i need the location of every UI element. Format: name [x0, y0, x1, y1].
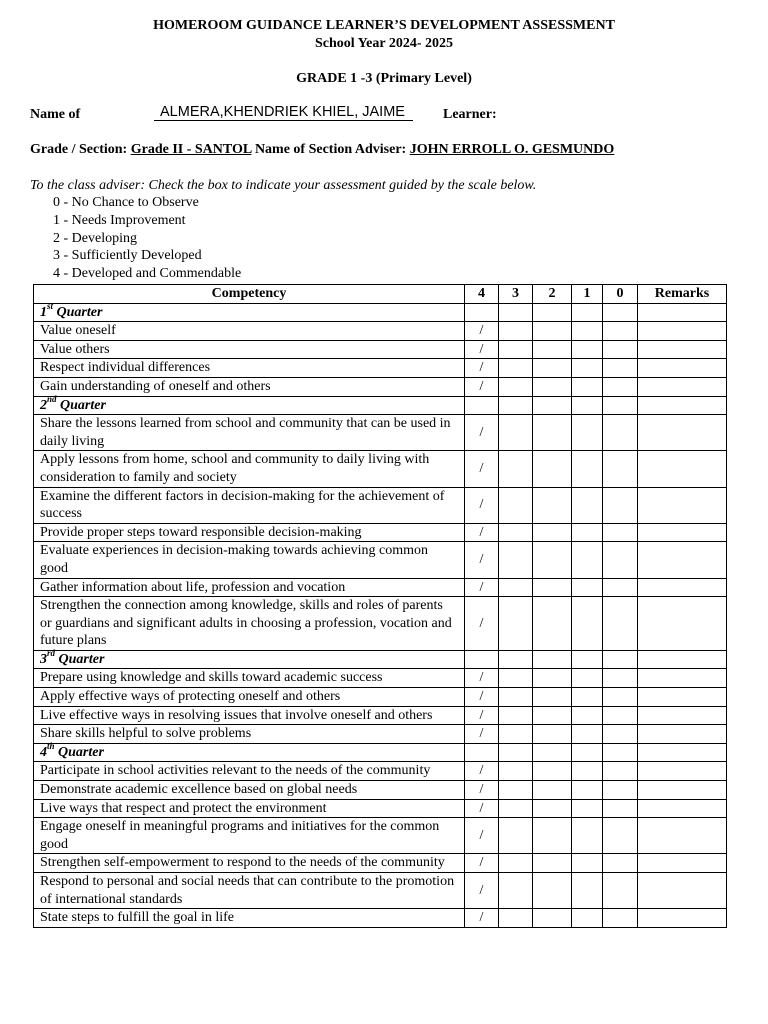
competency-text: Respect individual differences — [34, 359, 465, 378]
rating-2-check[interactable] — [533, 909, 572, 928]
header-competency: Competency — [34, 285, 465, 304]
rating-3-check[interactable] — [499, 415, 533, 451]
rating-2-check[interactable] — [533, 799, 572, 818]
table-row — [34, 451, 727, 487]
rating-0-check[interactable] — [603, 451, 638, 487]
competency-text: Gain understanding of oneself and others — [34, 377, 465, 396]
table-row — [34, 377, 727, 396]
quarter-suffix: st — [47, 300, 54, 311]
remarks-cell — [638, 743, 727, 762]
rating-scale — [53, 194, 241, 283]
table-row — [34, 762, 727, 781]
competency-text: Apply lessons from home, school and community to daily living with consideration to family and society — [34, 451, 465, 487]
rating-0-check[interactable] — [603, 854, 638, 873]
quarter-number: 3 — [40, 651, 47, 667]
table-row — [34, 873, 727, 909]
competency-text: Value oneself — [34, 322, 465, 341]
rating-2-check[interactable] — [533, 340, 572, 359]
scale-item: 4 - Developed and Commendable — [53, 266, 242, 282]
rating-3-check — [499, 396, 533, 415]
rating-1-check[interactable] — [572, 688, 603, 707]
quarter-header-row — [34, 743, 727, 762]
table-row — [34, 688, 727, 707]
learner-name-field[interactable] — [154, 104, 413, 121]
rating-1-check[interactable] — [572, 542, 603, 578]
rating-2-check[interactable] — [533, 725, 572, 744]
competency-text: Examine the different factors in decision-making for the achievement of success — [34, 487, 465, 523]
rating-4-check[interactable]: / — [465, 340, 499, 359]
rating-3-check[interactable] — [499, 340, 533, 359]
remarks-cell[interactable] — [638, 340, 727, 359]
rating-1-check[interactable] — [572, 597, 603, 651]
rating-1-check[interactable] — [572, 799, 603, 818]
quarter-number: 1 — [40, 304, 47, 320]
remarks-cell[interactable] — [638, 322, 727, 341]
rating-4-check — [465, 396, 499, 415]
remarks-cell[interactable] — [638, 487, 727, 523]
rating-4-check[interactable]: / — [465, 597, 499, 651]
rating-0-check[interactable] — [603, 706, 638, 725]
rating-3-check — [499, 743, 533, 762]
rating-2-check[interactable] — [533, 487, 572, 523]
rating-4-check[interactable]: / — [465, 781, 499, 800]
instructions: To the class adviser: Check the box to indicate your assessment guided by the scale below. — [30, 178, 537, 193]
adviser-value: JOHN ERROLL O. GESMUNDO — [409, 142, 615, 157]
quarter-header-row — [34, 303, 727, 322]
rating-3-check[interactable] — [499, 909, 533, 928]
rating-2-check[interactable] — [533, 542, 572, 578]
rating-3-check[interactable] — [499, 523, 533, 542]
competency-text: Strengthen the connection among knowledge, skills and roles of parents or guardians and significant adults in choosing a profession, vocation and future plans — [34, 597, 465, 651]
rating-3-check[interactable] — [499, 706, 533, 725]
header-remarks: Remarks — [638, 285, 727, 304]
table-row — [34, 340, 727, 359]
rating-2-check[interactable] — [533, 451, 572, 487]
rating-1-check[interactable] — [572, 578, 603, 597]
rating-0-check[interactable] — [603, 578, 638, 597]
rating-0-check — [603, 396, 638, 415]
rating-4-check[interactable]: / — [465, 799, 499, 818]
quarter-number: 4 — [40, 744, 47, 760]
grade-section-row — [30, 141, 614, 158]
remarks-cell[interactable] — [638, 762, 727, 781]
rating-3-check[interactable] — [499, 688, 533, 707]
competency-text: Gather information about life, profession and vocation — [34, 578, 465, 597]
rating-0-check[interactable] — [603, 597, 638, 651]
remarks-cell[interactable] — [638, 669, 727, 688]
remarks-cell[interactable] — [638, 818, 727, 854]
remarks-cell[interactable] — [638, 597, 727, 651]
competency-text: Live ways that respect and protect the environment — [34, 799, 465, 818]
header-0: 0 — [603, 285, 638, 304]
rating-3-check[interactable] — [499, 322, 533, 341]
quarter-word: Quarter — [53, 304, 103, 320]
rating-0-check[interactable] — [603, 415, 638, 451]
rating-3-check[interactable] — [499, 873, 533, 909]
rating-0-check[interactable] — [603, 818, 638, 854]
rating-3-check[interactable] — [499, 487, 533, 523]
rating-3-check[interactable] — [499, 451, 533, 487]
remarks-cell[interactable] — [638, 909, 727, 928]
competency-text: Live effective ways in resolving issues that involve oneself and others — [34, 706, 465, 725]
rating-0-check[interactable] — [603, 669, 638, 688]
quarter-header-row — [34, 396, 727, 415]
table-row — [34, 415, 727, 451]
rating-0-check[interactable] — [603, 799, 638, 818]
scale-item: 3 - Sufficiently Developed — [53, 248, 202, 264]
rating-4-check[interactable]: / — [465, 873, 499, 909]
table-row — [34, 597, 727, 651]
competency-text: Value others — [34, 340, 465, 359]
table-row — [34, 487, 727, 523]
rating-2-check[interactable] — [533, 854, 572, 873]
quarter-word: Quarter — [56, 397, 106, 413]
remarks-cell — [638, 396, 727, 415]
rating-4-check[interactable]: / — [465, 725, 499, 744]
table-row — [34, 523, 727, 542]
rating-0-check — [603, 650, 638, 669]
scale-item: 2 - Developing — [53, 230, 137, 246]
rating-0-check[interactable] — [603, 873, 638, 909]
rating-3-check[interactable] — [499, 799, 533, 818]
rating-1-check[interactable] — [572, 451, 603, 487]
remarks-cell[interactable] — [638, 578, 727, 597]
rating-1-check — [572, 650, 603, 669]
quarter-label — [34, 393, 465, 415]
competency-text: Share the lessons learned from school and community that can be used in daily living — [34, 415, 465, 451]
remarks-cell[interactable] — [638, 451, 727, 487]
rating-0-check[interactable] — [603, 909, 638, 928]
rating-3-check[interactable] — [499, 762, 533, 781]
rating-2-check[interactable] — [533, 688, 572, 707]
rating-1-check[interactable] — [572, 854, 603, 873]
rating-2-check[interactable] — [533, 873, 572, 909]
remarks-cell[interactable] — [638, 688, 727, 707]
quarter-header-row — [34, 650, 727, 669]
rating-1-check[interactable] — [572, 523, 603, 542]
rating-4-check[interactable]: / — [465, 854, 499, 873]
rating-2-check[interactable] — [533, 818, 572, 854]
rating-4-check — [465, 650, 499, 669]
rating-1-check[interactable] — [572, 340, 603, 359]
rating-3-check[interactable] — [499, 781, 533, 800]
rating-3-check[interactable] — [499, 818, 533, 854]
rating-4-check[interactable]: / — [465, 909, 499, 928]
rating-4-check[interactable]: / — [465, 322, 499, 341]
rating-1-check[interactable] — [572, 781, 603, 800]
competency-text: Demonstrate academic excellence based on global needs — [34, 781, 465, 800]
rating-2-check — [533, 396, 572, 415]
remarks-cell — [638, 650, 727, 669]
rating-4-check[interactable]: / — [465, 669, 499, 688]
remarks-cell[interactable] — [638, 359, 727, 378]
rating-2-check[interactable] — [533, 322, 572, 341]
rating-3-check[interactable] — [499, 597, 533, 651]
rating-4-check[interactable]: / — [465, 706, 499, 725]
header-4: 4 — [465, 285, 499, 304]
rating-1-check — [572, 396, 603, 415]
quarter-word: Quarter — [55, 651, 105, 667]
rating-4-check[interactable]: / — [465, 818, 499, 854]
rating-3-check[interactable] — [499, 854, 533, 873]
rating-0-check[interactable] — [603, 322, 638, 341]
header-2: 2 — [533, 285, 572, 304]
rating-4-check[interactable]: / — [465, 451, 499, 487]
competency-text: Prepare using knowledge and skills toward academic success — [34, 669, 465, 688]
quarter-number: 2 — [40, 397, 47, 413]
rating-4-check[interactable]: / — [465, 377, 499, 396]
rating-4-check[interactable]: / — [465, 415, 499, 451]
remarks-cell — [638, 303, 727, 322]
remarks-cell[interactable] — [638, 854, 727, 873]
rating-1-check — [572, 743, 603, 762]
rating-2-check[interactable] — [533, 578, 572, 597]
rating-1-check[interactable] — [572, 909, 603, 928]
rating-0-check[interactable] — [603, 542, 638, 578]
competency-text: Strengthen self-empowerment to respond to the needs of the community — [34, 854, 465, 873]
rating-2-check[interactable] — [533, 359, 572, 378]
remarks-cell[interactable] — [638, 523, 727, 542]
rating-1-check[interactable] — [572, 669, 603, 688]
table-row — [34, 706, 727, 725]
rating-4-check — [465, 743, 499, 762]
table-row — [34, 322, 727, 341]
competency-text: Provide proper steps toward responsible decision-making — [34, 523, 465, 542]
quarter-word: Quarter — [54, 744, 104, 760]
competency-text: Participate in school activities relevant to the needs of the community — [34, 762, 465, 781]
learner-label-left: Name of — [30, 107, 81, 122]
rating-0-check[interactable] — [603, 377, 638, 396]
scale-item: 0 - No Chance to Observe — [53, 195, 199, 210]
rating-1-check[interactable] — [572, 725, 603, 744]
rating-1-check[interactable] — [572, 322, 603, 341]
rating-0-check[interactable] — [603, 688, 638, 707]
rating-1-check[interactable] — [572, 762, 603, 781]
grade-level: GRADE 1 -3 (Primary Level) — [296, 71, 472, 86]
grade-section-label: Grade / Section: — [30, 142, 128, 157]
learner-label-right: Learner: — [443, 107, 497, 122]
rating-0-check[interactable] — [603, 523, 638, 542]
table-row — [34, 542, 727, 578]
competency-text: Apply effective ways of protecting oneself and others — [34, 688, 465, 707]
rating-2-check[interactable] — [533, 781, 572, 800]
remarks-cell[interactable] — [638, 781, 727, 800]
rating-1-check[interactable] — [572, 873, 603, 909]
rating-3-check[interactable] — [499, 578, 533, 597]
rating-0-check[interactable] — [603, 725, 638, 744]
rating-2-check[interactable] — [533, 523, 572, 542]
remarks-cell[interactable] — [638, 542, 727, 578]
table-row — [34, 909, 727, 928]
scale-item: 1 - Needs Improvement — [53, 212, 186, 228]
rating-4-check[interactable]: / — [465, 762, 499, 781]
header-3: 3 — [499, 285, 533, 304]
remarks-cell[interactable] — [638, 706, 727, 725]
rating-2-check — [533, 303, 572, 322]
rating-1-check — [572, 303, 603, 322]
rating-2-check — [533, 650, 572, 669]
rating-0-check[interactable] — [603, 762, 638, 781]
competency-text: Evaluate experiences in decision-making towards achieving common good — [34, 542, 465, 578]
rating-0-check[interactable] — [603, 781, 638, 800]
rating-4-check[interactable]: / — [465, 487, 499, 523]
rating-1-check[interactable] — [572, 706, 603, 725]
quarter-suffix: nd — [47, 393, 57, 404]
table-header-row — [34, 285, 727, 304]
competency-text: Share skills helpful to solve problems — [34, 725, 465, 744]
school-year: School Year 2024- 2025 — [314, 36, 454, 51]
header-1: 1 — [572, 285, 603, 304]
quarter-label — [34, 650, 465, 669]
rating-3-check — [499, 650, 533, 669]
rating-0-check[interactable] — [603, 340, 638, 359]
table-row — [34, 854, 727, 873]
learner-name: ALMERA,KHENDRIEK KHIEL, JAIME — [154, 104, 413, 121]
remarks-cell[interactable] — [638, 377, 727, 396]
rating-3-check[interactable] — [499, 542, 533, 578]
remarks-cell[interactable] — [638, 725, 727, 744]
rating-1-check[interactable] — [572, 359, 603, 378]
table-row — [34, 669, 727, 688]
table-row — [34, 799, 727, 818]
rating-2-check — [533, 743, 572, 762]
rating-0-check — [603, 743, 638, 762]
grade-section-value: Grade II - SANTOL — [130, 142, 252, 157]
remarks-cell[interactable] — [638, 873, 727, 909]
quarter-suffix: th — [47, 741, 55, 752]
rating-4-check[interactable]: / — [465, 688, 499, 707]
rating-4-check[interactable]: / — [465, 542, 499, 578]
rating-2-check[interactable] — [533, 762, 572, 781]
rating-4-check — [465, 303, 499, 322]
rating-1-check[interactable] — [572, 415, 603, 451]
rating-0-check[interactable] — [603, 487, 638, 523]
rating-3-check[interactable] — [499, 377, 533, 396]
rating-1-check[interactable] — [572, 487, 603, 523]
rating-3-check[interactable] — [499, 725, 533, 744]
rating-3-check[interactable] — [499, 669, 533, 688]
rating-0-check[interactable] — [603, 359, 638, 378]
quarter-label — [34, 300, 465, 322]
rating-2-check[interactable] — [533, 706, 572, 725]
rating-2-check[interactable] — [533, 377, 572, 396]
table-body — [34, 300, 727, 927]
rating-1-check[interactable] — [572, 818, 603, 854]
table-row — [34, 818, 727, 854]
rating-2-check[interactable] — [533, 669, 572, 688]
rating-2-check[interactable] — [533, 597, 572, 651]
remarks-cell[interactable] — [638, 799, 727, 818]
document-title: HOMEROOM GUIDANCE LEARNER’S DEVELOPMENT ASSESSMENT — [153, 18, 615, 33]
rating-2-check[interactable] — [533, 415, 572, 451]
rating-4-check[interactable]: / — [465, 578, 499, 597]
quarter-label — [34, 743, 465, 762]
competency-text: State steps to fulfill the goal in life — [34, 909, 465, 928]
rating-4-check[interactable]: / — [465, 359, 499, 378]
competency-text: Engage oneself in meaningful programs and initiatives for the common good — [34, 818, 465, 854]
remarks-cell[interactable] — [638, 415, 727, 451]
table-row — [34, 781, 727, 800]
rating-3-check[interactable] — [499, 359, 533, 378]
competency-text: Respond to personal and social needs that can contribute to the promotion of international standards — [34, 873, 465, 909]
competency-table — [33, 284, 727, 928]
rating-1-check[interactable] — [572, 377, 603, 396]
adviser-label: Name of Section Adviser: — [254, 142, 407, 157]
table-row — [34, 359, 727, 378]
rating-0-check — [603, 303, 638, 322]
table-row — [34, 725, 727, 744]
table-row — [34, 578, 727, 597]
quarter-suffix: rd — [47, 648, 56, 659]
rating-4-check[interactable]: / — [465, 523, 499, 542]
rating-3-check — [499, 303, 533, 322]
